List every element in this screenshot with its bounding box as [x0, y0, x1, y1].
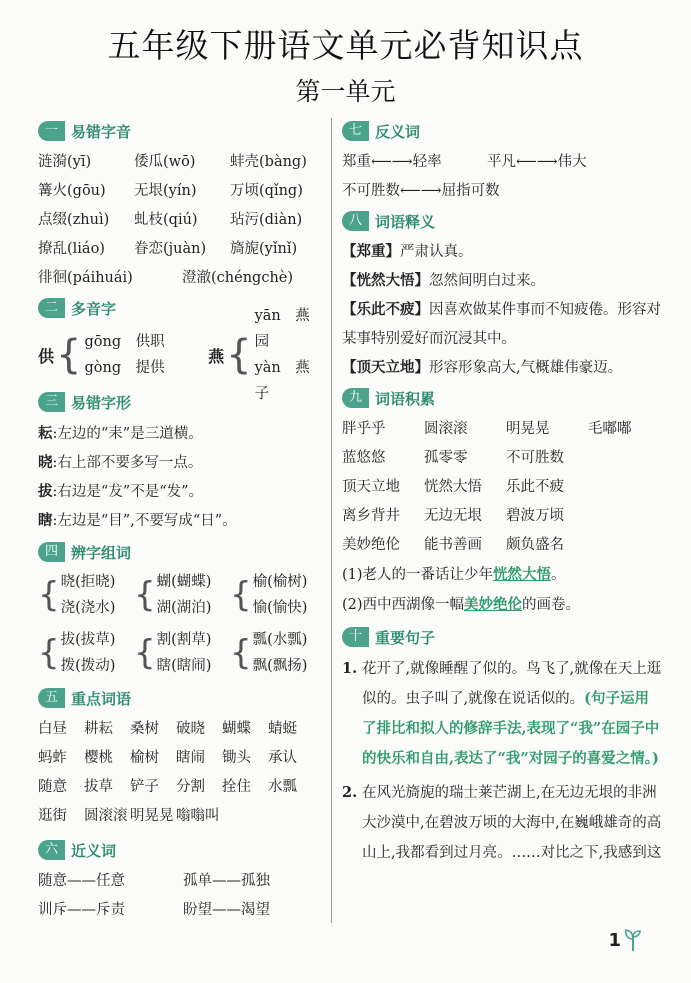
brace-icon: {: [134, 633, 156, 673]
section-label: 重要句子: [375, 628, 436, 647]
highlighted-word: 恍然大悟: [493, 566, 552, 583]
word-pair: [38, 627, 134, 679]
section-label: 词语释义: [375, 212, 436, 231]
antonym-item: 郑重⟵⟶轻率: [342, 154, 442, 170]
pronunciation-row: [38, 177, 323, 206]
accumulated-word: 明晃晃: [506, 421, 550, 437]
section-8-header: [342, 208, 662, 234]
page-number: 1: [608, 930, 621, 951]
section-number: 九: [342, 388, 369, 408]
pronunciation-item: 撩乱(liáo): [38, 241, 105, 257]
accumulated-word: 美妙绝伦: [342, 537, 400, 553]
pronunciation-item: 点缀(zhuì): [38, 212, 110, 228]
form-item: [38, 477, 323, 506]
accumulated-word: 能书善画: [424, 537, 482, 553]
sentence-note: (句子运用了排比和拟人的修辞手法,表现了“我”在园子中的快乐和自由,表达了“我”对园子的喜爱之情。): [362, 690, 660, 767]
pronunciation-item: 玷污(diàn): [230, 212, 303, 228]
key-word: 拴住: [222, 779, 251, 795]
section-label: 反义词: [375, 122, 421, 141]
key-word: 白昼: [38, 721, 67, 737]
section-4-header: [38, 539, 323, 565]
character-form-list: [38, 419, 323, 535]
pronunciation-row: [38, 235, 323, 264]
brace-icon: {: [226, 332, 252, 378]
section-number: 五: [38, 688, 65, 708]
definition-item: [342, 267, 662, 296]
pair-options: [157, 569, 212, 621]
synonym-item: 随意——任意: [38, 873, 125, 889]
key-word: 破晓: [176, 721, 205, 737]
pair-word: 蝴(蝴蝶): [156, 574, 212, 590]
accumulated-word: 毛嘟嘟: [588, 421, 632, 437]
key-word: 锄头: [222, 750, 251, 766]
polyphone-option: yàn 燕子: [254, 360, 310, 402]
form-char: 拔: [38, 483, 53, 500]
form-text: 左边是“目”,不要写成“日”。: [57, 513, 237, 529]
word-pair: [230, 627, 326, 679]
sprout-icon: [623, 928, 643, 952]
accumulated-word: 圆滚滚: [424, 421, 468, 437]
key-word: 桑树: [130, 721, 159, 737]
pronunciation-item: 虬枝(qiú): [134, 212, 198, 228]
synonym-item: 训斥——斥责: [38, 902, 125, 918]
section-label: 辨字组词: [71, 543, 132, 562]
key-word: 铲子: [130, 779, 159, 795]
pronunciation-item: 篝火(gōu): [38, 183, 106, 199]
accumulated-word: 恍然大悟: [424, 479, 482, 495]
pair-options: [253, 627, 308, 679]
pronunciation-list: [38, 148, 323, 293]
definition-list: [342, 238, 662, 383]
accumulated-word: 离乡背井: [342, 508, 400, 524]
definition-text: 因喜欢做某件事而不知疲倦。形容对某事特别爱好而沉浸其中。: [342, 302, 661, 347]
definition-term: 【乐此不疲】: [342, 302, 429, 318]
definition-text: 严肃认真。: [400, 244, 473, 260]
section-label: 近义词: [71, 841, 117, 860]
left-column: [38, 118, 323, 925]
key-word: 蜻蜓: [268, 721, 297, 737]
word-pair: [134, 627, 230, 679]
section-label: 词语积累: [375, 389, 436, 408]
key-word: 蚂蚱: [38, 750, 67, 766]
pair-word: 割(割草): [156, 632, 212, 648]
polyphone-option: gōng 供职: [84, 334, 165, 350]
pronunciation-item: 澄澈(chéngchè): [182, 270, 294, 286]
brace-icon: {: [38, 633, 60, 673]
accumulated-word: 不可胜数: [506, 450, 564, 466]
key-word: 分割: [176, 779, 205, 795]
accumulated-word: [588, 502, 670, 531]
polyphone-group: [38, 329, 208, 381]
definition-term: 【郑重】: [342, 244, 400, 260]
polyphone-char: 供: [38, 346, 55, 366]
accumulated-word: 胖乎乎: [342, 421, 386, 437]
brace-icon: {: [56, 332, 82, 378]
form-char: 晓: [38, 454, 53, 471]
pair-word: 晓(拒晓): [60, 574, 116, 590]
example-sentence: (1)老人的一番话让少年恍然大悟。: [342, 566, 566, 583]
form-colon: :: [52, 484, 58, 500]
pronunciation-item: 万顷(qǐng): [230, 183, 303, 199]
pronunciation-row: [38, 264, 323, 293]
word-pair-group: [38, 569, 323, 621]
pair-options: [61, 627, 116, 679]
accumulated-word: 碧波万顷: [506, 508, 564, 524]
key-word: 水瓢: [268, 779, 297, 795]
section-10-header: [342, 624, 662, 650]
key-word: 拔草: [84, 779, 113, 795]
form-text: 左边的“耒”是三道横。: [57, 426, 203, 442]
form-text: 右上部不要多写一点。: [57, 455, 203, 471]
section-number: 四: [38, 542, 65, 562]
word-pair: [134, 569, 230, 621]
brace-icon: {: [38, 575, 60, 615]
pair-word: 瓢(水瓢): [252, 632, 308, 648]
synonym-item: 盼望——渴望: [183, 902, 270, 918]
unit-title: 第一单元: [295, 77, 396, 106]
key-word: 瞎闹: [176, 750, 205, 766]
definition-text: 形容形象高大,气概雄伟豪迈。: [429, 360, 623, 376]
form-colon: :: [52, 455, 58, 471]
polyphone-option: yān 燕园: [254, 308, 310, 350]
pronunciation-row: [38, 206, 323, 235]
pair-word: 愉(愉快): [252, 600, 308, 616]
pronunciation-item: 倭瓜(wō): [134, 154, 196, 170]
word-pair: [38, 569, 134, 621]
section-9-header: [342, 385, 662, 411]
definition-term: 【顶天立地】: [342, 360, 429, 376]
brace-icon: {: [230, 633, 252, 673]
pronunciation-row: [38, 148, 323, 177]
important-sentence: 2. 在风光旖旎的瑞士莱芒湖上,在无边无垠的非洲大沙漠中,在碧波万顷的大海中,在巍峨雄奇的高山上,我都看到过月亮。……对比之下,我感到这: [342, 778, 662, 868]
definition-text: 忽然间明白过来。: [429, 273, 545, 289]
section-number: 七: [342, 121, 369, 141]
form-item: [38, 448, 323, 477]
antonym-item: 平凡⟵⟶伟大: [487, 154, 587, 170]
polyphone-option: gòng 提供: [84, 360, 165, 376]
section-label: 易错字音: [71, 122, 132, 141]
antonym-item: 不可胜数⟵⟶屈指可数: [342, 183, 500, 199]
form-char: 瞎: [38, 512, 53, 529]
word-pair-group: [38, 627, 323, 679]
accumulated-word: 孤零零: [424, 450, 468, 466]
pair-word: 拨(拨动): [60, 658, 116, 674]
pronunciation-item: 眷恋(juàn): [134, 241, 207, 257]
pronunciation-item: 徘徊(páihuái): [38, 270, 133, 286]
section-number: 二: [38, 298, 65, 318]
accumulated-word: 顶天立地: [342, 479, 400, 495]
pair-word: 飘(飘扬): [252, 658, 308, 674]
accumulated-word: 乐此不疲: [506, 479, 564, 495]
column-divider: [331, 118, 332, 923]
synonym-item: 孤单——孤独: [183, 873, 270, 889]
section-number: 六: [38, 840, 65, 860]
accumulated-word: 颇负盛名: [506, 537, 564, 553]
brace-icon: {: [230, 575, 252, 615]
brace-icon: {: [134, 575, 156, 615]
right-column: [342, 118, 662, 868]
key-word: 嗡嗡叫: [176, 808, 220, 824]
section-number: 一: [38, 121, 65, 141]
pair-word: 瞎(瞎闹): [156, 658, 212, 674]
section-label: 易错字形: [71, 393, 132, 412]
pronunciation-item: 涟漪(yī): [38, 154, 92, 170]
section-5-header: [38, 685, 323, 711]
section-number: 八: [342, 211, 369, 231]
word-pair: [230, 569, 326, 621]
key-word: 逛街: [38, 808, 67, 824]
accumulated-word: [588, 444, 670, 473]
definition-item: [342, 354, 662, 383]
pair-word: 拔(拔草): [60, 632, 116, 648]
page-title: 五年级下册语文单元必背知识点: [107, 26, 584, 65]
polyphone-group: [208, 303, 323, 407]
form-item: [38, 419, 323, 448]
key-word: 蝴蝶: [222, 721, 251, 737]
pair-word: 浇(浇水): [60, 600, 116, 616]
accumulated-word: [588, 473, 670, 502]
pair-options: [61, 569, 116, 621]
form-colon: :: [52, 426, 58, 442]
key-word: 耕耘: [84, 721, 113, 737]
form-char: 耘: [38, 425, 53, 442]
sentence-text: 花开了,就像睡醒了似的。鸟飞了,就像在天上逛似的。虫子叫了,就像在说话似的。: [362, 661, 662, 707]
pronunciation-item: 旖旎(yǐnǐ): [230, 241, 298, 257]
key-word: 承认: [268, 750, 297, 766]
section-number: 十: [342, 627, 369, 647]
pronunciation-item: 无垠(yín): [134, 183, 197, 199]
section-label: 多音字: [71, 299, 117, 318]
definition-item: [342, 296, 662, 354]
pair-word: 榆(榆树): [252, 574, 308, 590]
antonym-list: [342, 148, 662, 206]
accumulated-word: 无边无垠: [424, 508, 482, 524]
pair-options: [157, 627, 212, 679]
form-item: [38, 506, 323, 535]
form-colon: :: [52, 513, 58, 529]
key-word: 明晃晃: [130, 808, 174, 824]
definition-item: [342, 238, 662, 267]
key-word: 榆树: [130, 750, 159, 766]
pair-word: 湖(湖泊): [156, 600, 212, 616]
pair-options: [253, 569, 308, 621]
highlighted-word: 美妙绝伦: [464, 596, 523, 613]
pronunciation-item: 蚌壳(bàng): [230, 154, 307, 170]
important-sentence: 1. 花开了,就像睡醒了似的。鸟飞了,就像在天上逛似的。虫子叫了,就像在说话似的。(句子运用了排比和拟人的修辞手法,表现了“我”在园子中的快乐和自由,表达了“我”对园子的喜爱之情。): [342, 660, 662, 767]
synonym-list: [38, 867, 323, 925]
key-word: 圆滚滚: [84, 808, 128, 824]
sentence-text: 在风光旖旎的瑞士莱芒湖上,在无边无垠的非洲大沙漠中,在碧波万顷的大海中,在巍峨雄奇的高山上,我都看到过月亮。……对比之下,我感到这: [362, 785, 662, 861]
section-6-header: [38, 837, 323, 863]
definition-term: 【恍然大悟】: [342, 273, 429, 289]
key-word: 随意: [38, 779, 67, 795]
accumulated-word: 蓝悠悠: [342, 450, 386, 466]
form-text: 右边是“犮”不是“发”。: [57, 484, 204, 500]
accumulated-word: [588, 531, 670, 560]
section-number: 三: [38, 392, 65, 412]
section-1-header: [38, 118, 323, 144]
key-words-grid: [38, 715, 323, 831]
section-7-header: [342, 118, 662, 144]
word-accumulation-grid: [342, 415, 662, 560]
key-word: 樱桃: [84, 750, 113, 766]
example-sentence: (2)西中西湖像一幅美妙绝伦的画卷。: [342, 596, 581, 613]
section-label: 重点词语: [71, 689, 132, 708]
polyphone-char: 燕: [208, 346, 225, 366]
